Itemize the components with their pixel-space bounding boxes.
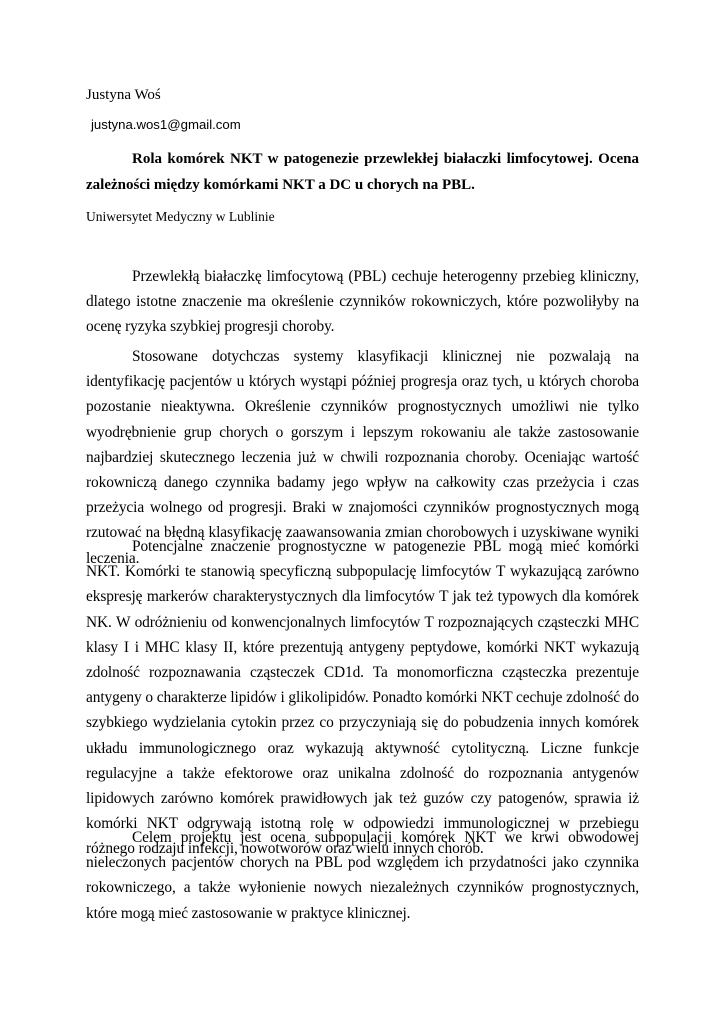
author-name: Justyna Woś (86, 87, 161, 103)
paragraph-introduction: Przewlekłą białaczkę limfocytową (PBL) cechuje heterogenny przebieg kliniczny, dlatego istotne znaczenie ma określenie czynników rokowniczych, które pozwoliłyby na ocenę ryzyka szybkiej progresji choroby. (86, 268, 639, 336)
paragraph-nkt-cells: Potencjalne znaczenie prognostyczne w patogenezie PBL mogą mieć komórki NKT. Komórki te stanowią specyficzną subpopulację limfocytów T wykazującą zarówno ekspresję markerów charakterystycznych dla limfocytów T jak też typowych dla komórek NK. W odróżnieniu od konwencjonalnych limfocytów T rozpoznających cząsteczki MHC klasy I i MHC klasy II, które prezentują antygeny peptydowe, komórki NKT wykazują zdolność rozpoznawania cząsteczek CD1d. Ta monomorficzna cząsteczka prezentuje antygeny o charakterze lipidów i glikolipidów. Ponadto komórki NKT cechuje zdolność do szybkiego wydzielania cytokin przez co przyczyniają się do pobudzenia innych komórek układu immunologicznego oraz wykazują aktywność cytolityczną. Liczne funkcje regulacyjne a także efektorowe oraz unikalna zdolność do rozpoznania antygenów lipidowych zarówno komórek prawidłowych jak też guzów czy patogenów, sprawia iż komórki NKT odgrywają istotną rolę w odpowiedzi immunologicznej w przebiegu różnego rodzaju infekcji, nowotworów oraz wielu innych chorób. (86, 538, 639, 858)
affiliation: Uniwersytet Medyczny w Lublinie (86, 209, 275, 224)
author-email: justyna.wos1@gmail.com (91, 117, 241, 132)
paragraph-classification: Stosowane dotychczas systemy klasyfikacji klinicznej nie pozwalają na identyfikację pacjentów u których wystąpi później progresja oraz tych, u których choroba pozostanie nieaktywna. Określenie czynników prognostycznych umożliwi nie tylko wyodrębnienie grup chorych o gorszym i lepszym rokowaniu ale także zastosowanie najbardziej skutecznego leczenia już w chwili rozpoznania choroby. Oceniając wartość rokowniczą danego czynnika badamy jego wpływ na całkowity czas przeżycia i czas przeżycia wolnego od progresji. Braki w znajomości czynników prognostycznych mogą rzutować na błędną klasyfikację zaawansowania zmian chorobowych i uzyskiwane wyniki leczenia. (86, 348, 639, 567)
paragraph-project-aim: Celem projektu jest ocena subpopulacji komórek NKT we krwi obwodowej nieleczonych pacjentów chorych na PBL pod względem ich przydatności jako czynnika rokowniczego, a także wyłonienie nowych niezależnych czynników prognostycznych, które mogą mieć zastosowanie w praktyce klinicznej. (86, 829, 639, 922)
document-title: Rola komórek NKT w patogenezie przewlekłej białaczki limfocytowej. Ocena zależności między komórkami NKT a DC u chorych na PBL. (86, 151, 639, 193)
